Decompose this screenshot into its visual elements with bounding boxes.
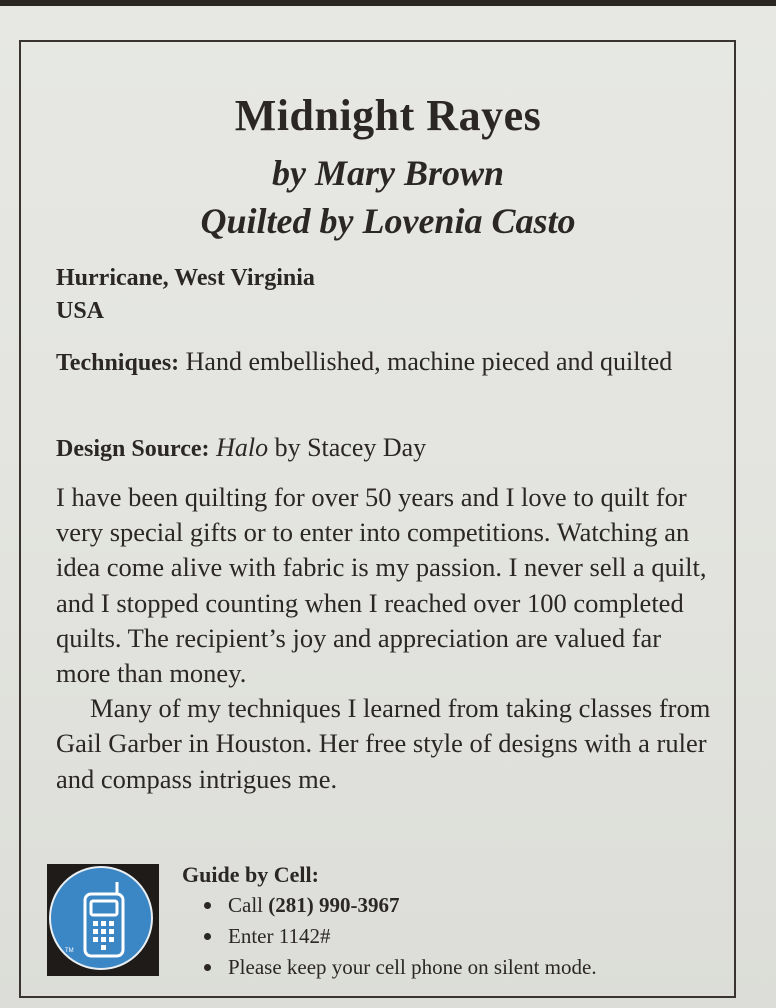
location-country: USA <box>56 298 105 324</box>
quilter-byline: Quilted by Lovenia Casto <box>200 201 576 241</box>
enter-code: Enter 1142# <box>228 924 331 948</box>
statement-paragraph-2: Many of my techniques I learned from taking classes from Gail Garber in Houston. Her free style of designs with a ruler and compass intrigues me. <box>56 693 711 794</box>
call-label: Call <box>228 893 269 917</box>
design-source <box>56 430 716 467</box>
quilt-title: Midnight Rayes <box>234 91 542 140</box>
bullet <box>204 933 211 940</box>
techniques <box>56 344 716 381</box>
techniques-text: Hand embellished, machine pieced and quilted <box>179 347 673 376</box>
artist-statement <box>56 480 716 797</box>
guide-item-call <box>202 890 597 921</box>
location-city: Hurricane, West Virginia <box>56 265 315 291</box>
design-source-label: Design Source: <box>56 436 210 462</box>
phone-number: (281) 990-3967 <box>268 893 400 917</box>
design-source-text: by Stacey Day <box>268 433 427 462</box>
techniques-label: Techniques: <box>56 350 180 376</box>
guide-item-silent <box>202 952 597 983</box>
exhibit-card <box>0 6 776 1008</box>
bullet <box>204 902 211 909</box>
design-source-work: Halo <box>216 433 269 462</box>
guide-list <box>202 890 597 983</box>
maker-byline: by Mary Brown <box>271 153 505 193</box>
guide-title: Guide by Cell: <box>182 862 319 887</box>
bullet <box>204 964 211 971</box>
silent-note: Please keep your cell phone on silent mode. <box>228 955 597 979</box>
cell-phone-icon <box>47 864 159 976</box>
phone-glyph <box>47 864 159 976</box>
icon-trademark: TM <box>65 948 74 954</box>
statement-paragraph-1: I have been quilting for over 50 years and I love to quilt for very special gifts or to enter into competitions. Watching an idea come alive with fabric is my passion. I never sell a quilt, and I stopped counting when I reached over 100 completed quilts. The recipient’s joy and appreciation are valued far more than money. <box>56 482 707 689</box>
guide-item-enter <box>202 921 597 952</box>
